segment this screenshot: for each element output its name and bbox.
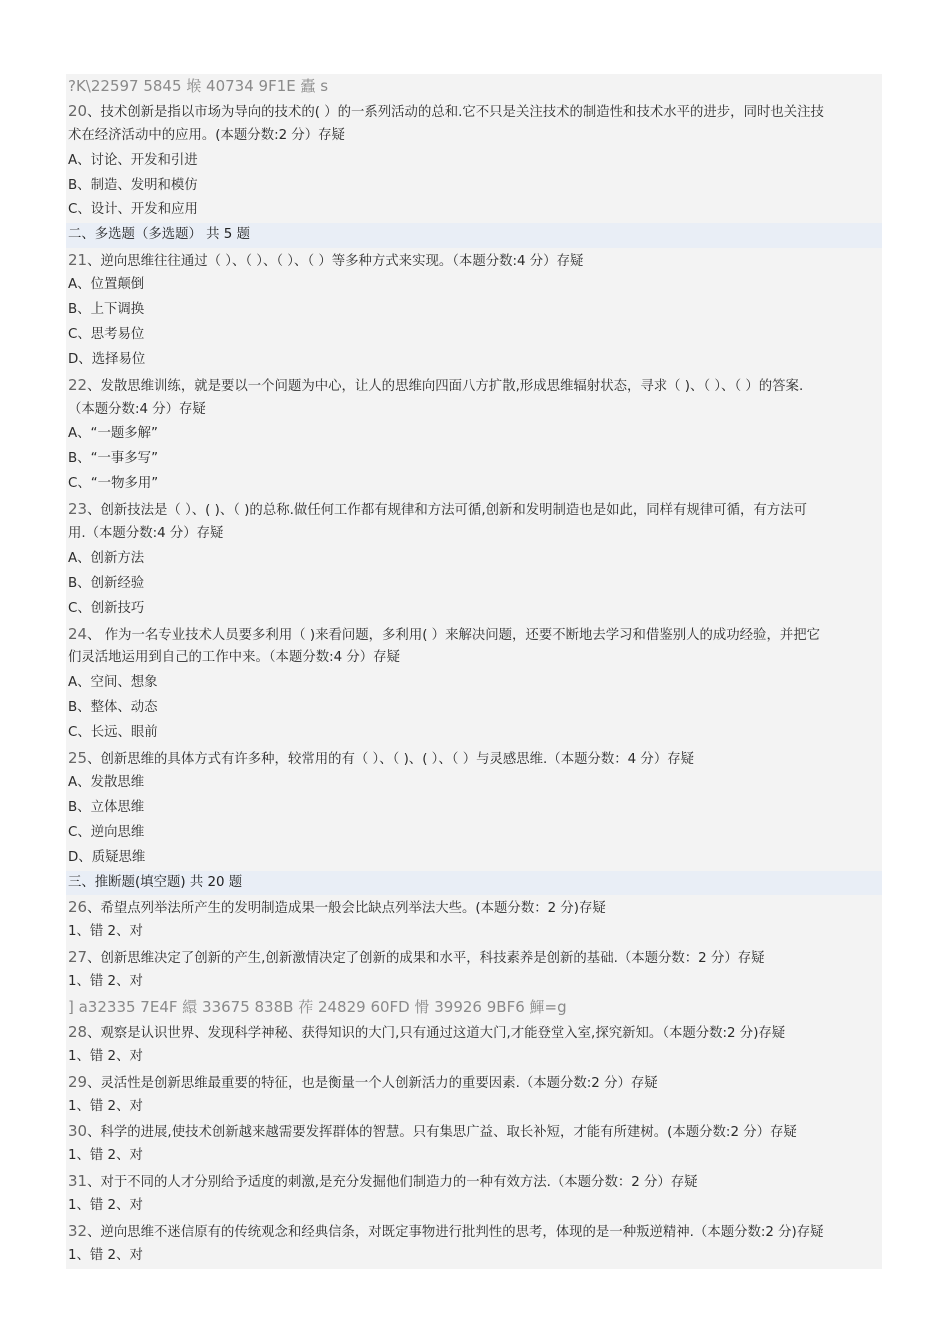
question-line (66, 99, 882, 124)
question-text: 、创新技法是（ ）、( )、（ )的总称.做任何工作都有规律和方法可循,创新和发明制造也是如此，同样有规律可循，有方法可 (87, 503, 807, 519)
question-number: 22 (68, 375, 88, 394)
text-line: 1、错 2、对 (68, 1048, 143, 1064)
text-line: B、整体、动态 (68, 700, 158, 716)
question-text: 、对于不同的人才分别给予适度的刺激,是充分发掘他们制造力的一种有效方法.（本题分数：2 分）存疑 (87, 1175, 698, 1191)
text-line: 术在经济活动中的应用。(本题分数:2 分）存疑 (68, 127, 345, 143)
text-line: C、逆向思维 (68, 824, 145, 840)
question-line (66, 1070, 882, 1095)
text-line: A、位置颠倒 (68, 277, 145, 293)
text-line: A、空间、想象 (68, 675, 158, 691)
section-heading: 三、推断题(填空题) 共 20 题 (66, 871, 882, 896)
question-text: 、创新思维的具体方式有许多种，较常用的有（ ）、（ )、( ）、（ ）与灵感思维.（本题分数：4 分）存疑 (87, 752, 694, 768)
question-text: 、发散思维训练，就是要以一个问题为中心，让人的思维向四面八方扩散,形成思维辐射状态，寻求（ )、（ ）、（ ）的答案. (87, 378, 804, 394)
text-line: A、发散思维 (68, 774, 145, 790)
question-number: 32 (68, 1221, 88, 1240)
question-text: 、观察是认识世界、发现科学神秘、获得知识的大门,只有通过这道大门,才能登堂入室,探究新知。（本题分数:2 分)存疑 (87, 1025, 786, 1041)
question-number: 26 (68, 898, 88, 917)
text-line: B、上下调换 (68, 302, 145, 318)
question-line (66, 1119, 882, 1144)
question-number: 27 (68, 948, 88, 967)
question-number: 31 (68, 1172, 88, 1191)
text-line: 1、错 2、对 (68, 1098, 143, 1114)
text-line: 1、错 2、对 (68, 1148, 143, 1164)
question-number: 21 (68, 251, 88, 270)
question-text: 、技术创新是指以市场为导向的技术的( ）的一系列活动的总和.它不只是关注技术的制造性和技术水平的进步，同时也关注技 (87, 104, 824, 120)
question-line (66, 746, 882, 771)
text-line: C、思考易位 (68, 326, 145, 342)
question-number: 20 (68, 101, 88, 120)
question-text: 、 作为一名专业技术人员要多利用（ )来看问题，多利用( ）来解决问题，还要不断地去学习和借鉴别人的成功经验，并把它 (87, 627, 821, 643)
question-text: 、创新思维决定了创新的产生,创新激情决定了创新的成果和水平，科技素养是创新的基础.（本题分数：2 分）存疑 (87, 951, 765, 967)
text-line: C、创新技巧 (68, 600, 145, 616)
text-line: A、“一题多解” (68, 426, 158, 442)
text-line: A、创新方法 (68, 550, 145, 566)
question-line (66, 1169, 882, 1194)
question-number: 24 (68, 624, 88, 643)
question-line (66, 497, 882, 522)
question-line (66, 945, 882, 970)
text-line: C、“一物多用” (68, 476, 159, 492)
text-line: 1、错 2、对 (68, 1247, 143, 1263)
text-line: D、选择易位 (68, 351, 146, 367)
question-number: 28 (68, 1022, 88, 1041)
question-line (66, 248, 882, 273)
text-line: B、立体思维 (68, 799, 145, 815)
document-page (66, 74, 882, 1269)
text-line: （本题分数:4 分）存疑 (68, 401, 206, 417)
text-line: 用.（本题分数:4 分）存疑 (68, 526, 224, 542)
text-line: A、讨论、开发和引进 (68, 152, 198, 168)
text-line: C、长远、眼前 (68, 725, 158, 741)
text-line: B、“一事多写” (68, 451, 159, 467)
text-line: 们灵活地运用到自己的工作中来。（本题分数:4 分）存疑 (68, 650, 400, 666)
question-number: 25 (68, 749, 88, 768)
text-line: D、质疑思维 (68, 849, 146, 865)
section-heading: 二、多选题（多选题） 共 5 题 (66, 223, 882, 248)
text-line: B、创新经验 (68, 575, 145, 591)
question-number: 29 (68, 1072, 88, 1091)
question-number: 30 (68, 1122, 88, 1141)
question-line (66, 622, 882, 647)
question-text: 、希望点列举法所产生的发明制造成果一般会比缺点列举法大些。(本题分数：2 分)存疑 (87, 901, 606, 917)
garbled-text-line: ?K\22597 5845 堠 40734 9F1E 蠹 s (68, 77, 329, 95)
text-line: C、设计、开发和应用 (68, 202, 198, 218)
question-text: 、灵活性是创新思维最重要的特征，也是衡量一个人创新活力的重要因素.（本题分数:2 分）存疑 (87, 1075, 658, 1091)
question-text: 、科学的进展,使技术创新越来越需要发挥群体的智慧。只有集思广益、取长补短，才能有所建树。(本题分数:2 分）存疑 (87, 1125, 797, 1141)
question-line (66, 1020, 882, 1045)
question-line (66, 1219, 882, 1244)
question-text: 、逆向思维往往通过（ ）、（ ）、（ ）、（ ）等多种方式来实现。（本题分数:4 分）存疑 (87, 254, 584, 270)
text-line: 1、错 2、对 (68, 924, 143, 940)
question-line (66, 373, 882, 398)
text-line: 1、错 2、对 (68, 974, 143, 990)
text-line: B、制造、发明和模仿 (68, 177, 198, 193)
question-text: 、逆向思维不迷信原有的传统观念和经典信条，对既定事物进行批判性的思考，体现的是一种叛逆精神.（本题分数:2 分)存疑 (87, 1224, 824, 1240)
garbled-text-line: ] a32335 7E4F 繯 33675 838B 莋 24829 60FD 愲 39926 9BF6 鯶=g (68, 997, 567, 1016)
text-line: 1、错 2、对 (68, 1198, 143, 1214)
question-line (66, 895, 882, 920)
question-number: 23 (68, 500, 88, 519)
